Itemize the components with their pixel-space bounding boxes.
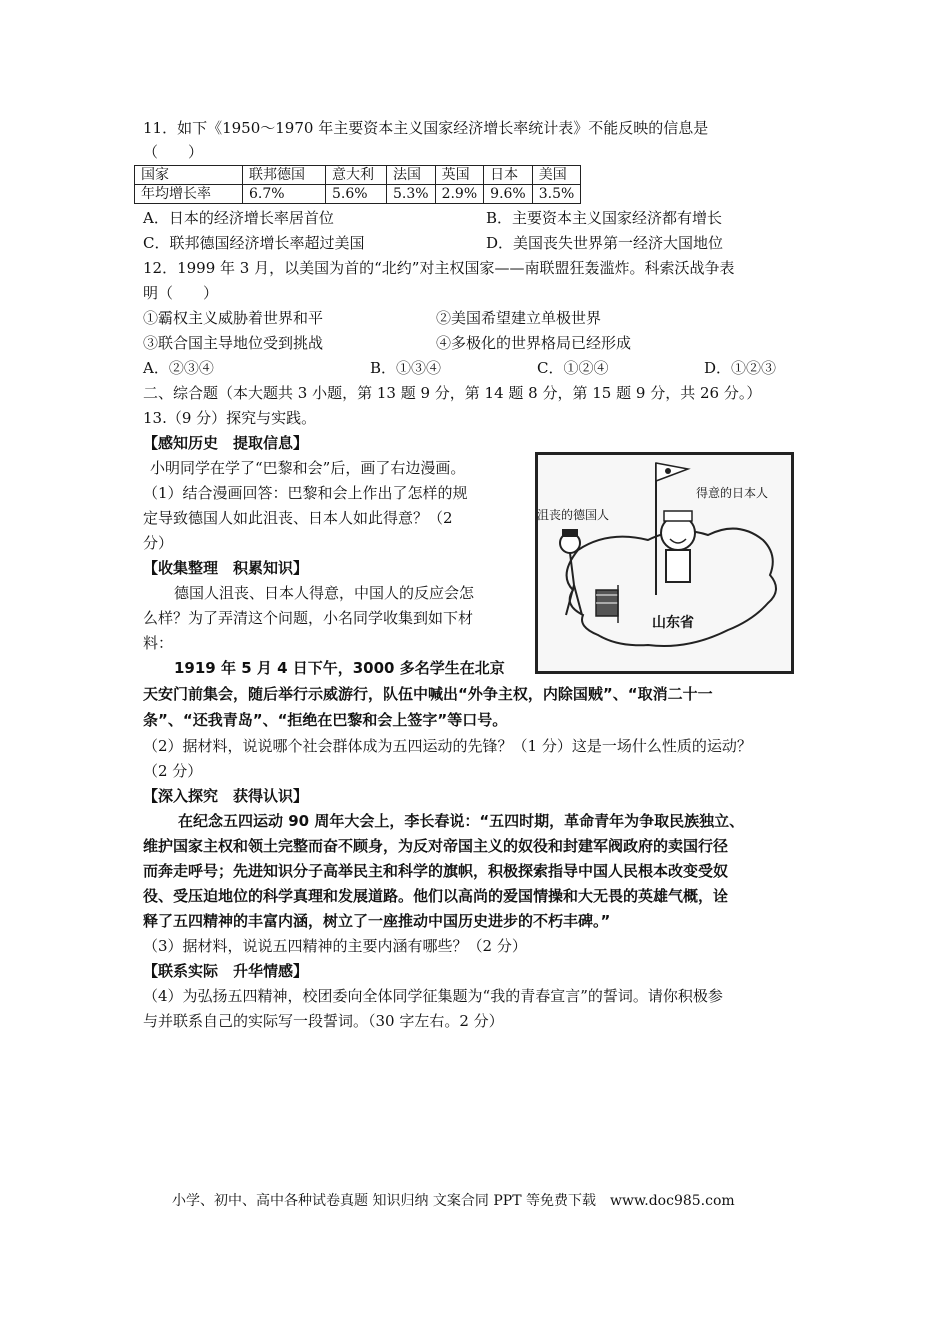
material2-line4: 役、受压迫地位的科学真理和发展道路。他们以高尚的爱国情操和大无畏的英雄气概，诠 xyxy=(143,887,729,905)
subheading-perceive: 【感知历史 提取信息】 xyxy=(143,434,309,452)
table-cell: 国家 xyxy=(135,166,243,185)
german-figure-leg xyxy=(566,585,574,615)
table-cell: 日本 xyxy=(484,166,533,185)
table-cell: 法国 xyxy=(387,166,436,185)
section-heading: 二、综合题（本大题共 3 小题，第 13 题 9 分，第 14 题 8 分，第 15 题 9 分，共 26 分。） xyxy=(143,384,762,402)
table-header-row xyxy=(135,166,581,185)
table-cell: 3.5% xyxy=(532,185,581,204)
cartoon-drawing xyxy=(538,455,791,671)
material1-line2: 天安门前集会，随后举行示威游行，队伍中喊出“外争主权，内除国贼”、“取消二十一 xyxy=(143,685,713,703)
table-cell: 5.6% xyxy=(326,185,387,204)
label-japanese: 得意的日本人 xyxy=(696,486,769,500)
cap-icon xyxy=(664,511,692,521)
subheading-connect: 【联系实际 升华情感】 xyxy=(143,962,309,980)
table-cell: 5.3% xyxy=(387,185,436,204)
q13-sub4-line1: （4）为弘扬五四精神，校团委向全体同学征集题为“我的青春宣言”的誓词。请你积极参 xyxy=(143,987,723,1005)
q12-option-c: C．①②④ xyxy=(537,359,609,377)
page-footer: 小学、初中、高中各种试卷真题 知识归纳 文案合同 PPT 等免费下载 www.doc985.com xyxy=(172,1193,735,1209)
q11-paren: （ ） xyxy=(143,143,204,161)
q11-option-a: A．日本的经济增长率居首位 xyxy=(143,209,334,227)
q13-material-intro-line3: 料： xyxy=(143,634,174,652)
q12-option-b: B．①③④ xyxy=(370,359,442,377)
q13-material-intro-line1: 德国人沮丧、日本人得意，中国人的反应会怎 xyxy=(174,584,475,602)
material1-line1: 1919 年 5 月 4 日下午，3000 多名学生在北京 xyxy=(174,659,505,677)
q12-stem-line2: 明（ ） xyxy=(143,284,219,302)
q13-intro: 小明同学在学了“巴黎和会”后，画了右边漫画。 xyxy=(150,459,466,477)
paris-conference-cartoon xyxy=(535,452,794,674)
q13-sub4-line2: 与并联系自己的实际写一段誓词。（30 字左右。2 分） xyxy=(143,1012,504,1030)
q13-sub2-line2: （2 分） xyxy=(143,762,203,780)
table-cell: 年均增长率 xyxy=(135,185,243,204)
q13-sub3: （3）据材料，说说五四精神的主要内涵有哪些？（2 分） xyxy=(143,937,527,955)
q13-sub2-line1: （2）据材料，说说哪个社会群体成为五四运动的先锋？（1 分）这是一场什么性质的运动？ xyxy=(143,737,752,755)
japan-flag-icon xyxy=(656,463,688,481)
q12-item-1: ①霸权主义威胁着世界和平 xyxy=(143,309,324,327)
material2-line5: 释了五四精神的丰富内涵，树立了一座推动中国历史进步的不朽丰碑。” xyxy=(143,912,611,930)
q12-item-2: ②美国希望建立单极世界 xyxy=(436,309,602,327)
q12-item-4: ④多极化的世界格局已经形成 xyxy=(436,334,632,352)
q13-stem: 13.（9 分）探究与实践。 xyxy=(143,409,317,427)
table-cell: 美国 xyxy=(532,166,581,185)
q13-sub1-line3: 分） xyxy=(143,534,174,552)
japanese-figure-body xyxy=(666,550,690,582)
flag-sun-icon xyxy=(665,468,671,474)
material2-line1: 在纪念五四运动 90 周年大会上，李长春说：“五四时期，革命青年为争取民族独立、 xyxy=(178,812,745,830)
subheading-collect: 【收集整理 积累知识】 xyxy=(143,559,309,577)
q13-sub1-line2: 定导致德国人如此沮丧、日本人如此得意？（2 xyxy=(143,509,453,527)
q12-option-d: D．①②③ xyxy=(704,359,777,377)
q13-material-intro-line2: 么样？为了弄清这个问题，小名同学收集到如下材 xyxy=(143,609,474,627)
q11-option-b: B．主要资本主义国家经济都有增长 xyxy=(486,209,723,227)
label-shandong: 山东省 xyxy=(652,615,694,631)
material2-line3: 而奔走呼号；先进知识分子高举民主和科学的旗帜，积极探索指导中国人民根本改变受奴 xyxy=(143,862,729,880)
top-hat-icon xyxy=(562,529,578,537)
q11-option-c: C．联邦德国经济增长率超过美国 xyxy=(143,234,365,252)
q11-option-d: D．美国丧失世界第一经济大国地位 xyxy=(486,234,724,252)
q12-item-3: ③联合国主导地位受到挑战 xyxy=(143,334,324,352)
subheading-explore: 【深入探究 获得认识】 xyxy=(143,787,309,805)
growth-rate-table xyxy=(134,165,581,204)
q11-stem: 11．如下《1950～1970 年主要资本主义国家经济增长率统计表》不能反映的信息是 xyxy=(143,119,709,137)
material1-line3: 条”、“还我青岛”、“拒绝在巴黎和会上签字”等口号。 xyxy=(143,711,508,729)
table-cell: 英国 xyxy=(435,166,484,185)
table-cell: 联邦德国 xyxy=(243,166,326,185)
q13-sub1-line1: （1）结合漫画回答：巴黎和会上作出了怎样的规 xyxy=(143,484,468,502)
q12-stem-line1: 12．1999 年 3 月，以美国为首的“北约”对主权国家——南联盟狂轰滥炸。科索沃战争表 xyxy=(143,259,735,277)
q12-option-a: A．②③④ xyxy=(143,359,214,377)
label-german: 沮丧的德国人 xyxy=(538,508,610,522)
table-row xyxy=(135,185,581,204)
table-cell: 6.7% xyxy=(243,185,326,204)
material2-line2: 维护国家主权和领土完整而奋不顾身，为反对帝国主义的奴役和封建军阀政府的卖国行径 xyxy=(143,837,729,855)
table-cell: 9.6% xyxy=(484,185,533,204)
table-cell: 2.9% xyxy=(435,185,484,204)
table-cell: 意大利 xyxy=(326,166,387,185)
